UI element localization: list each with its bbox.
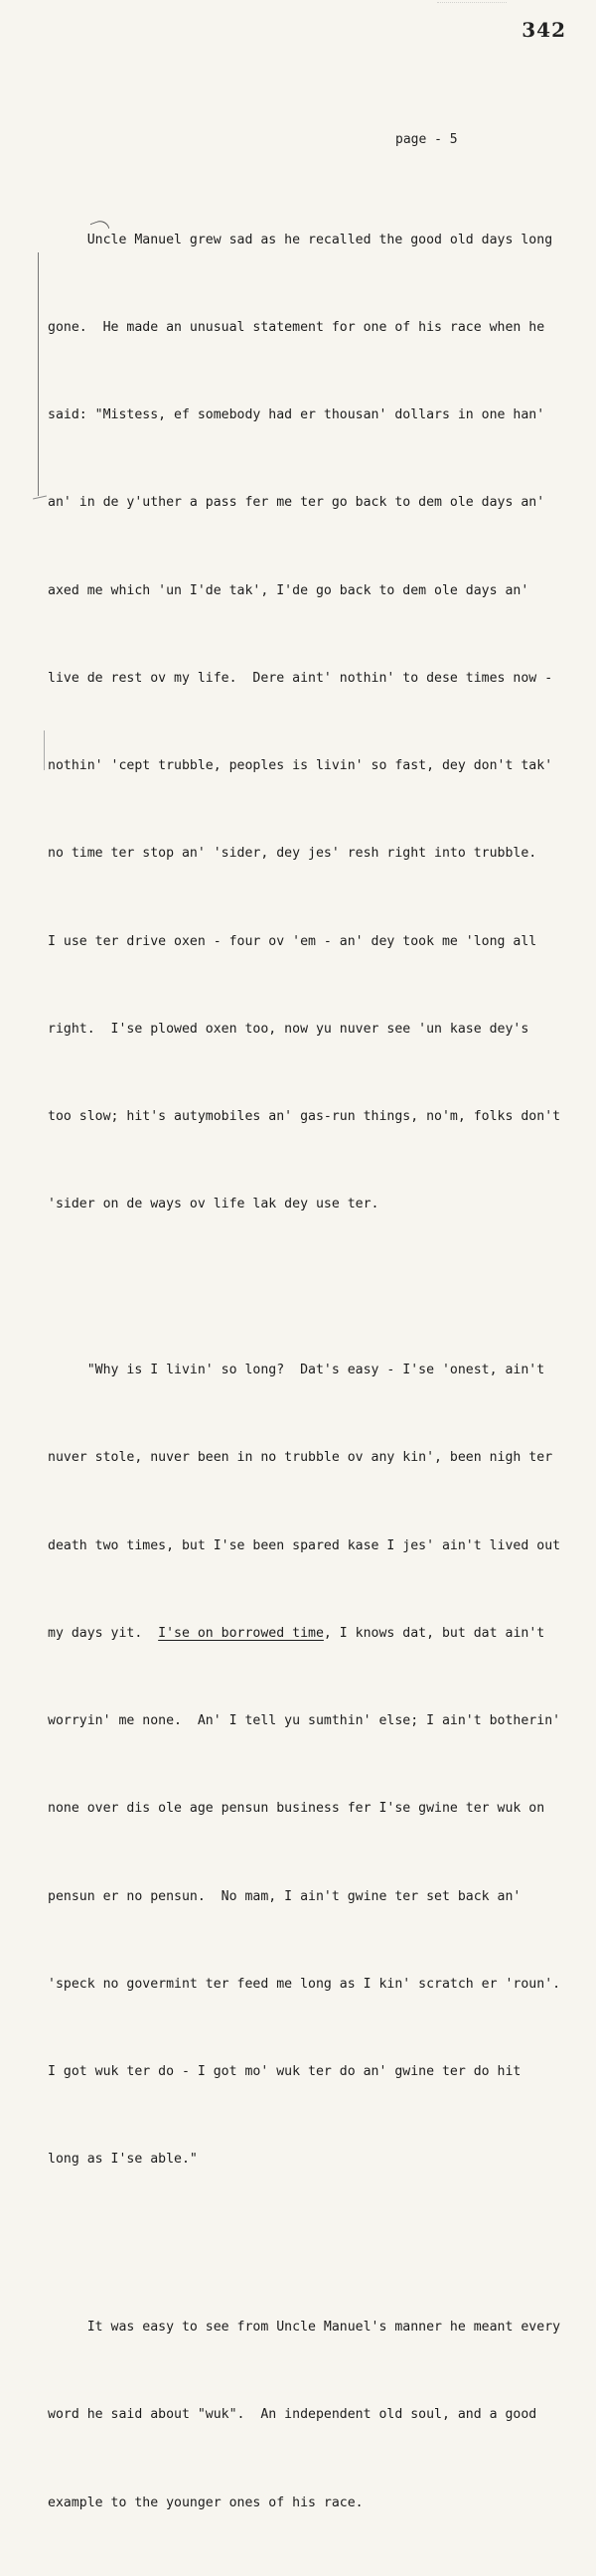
text-line: 'sider on de ways ov life lak dey use ter. [48, 1197, 379, 1212]
text-line: 'speck no govermint ter feed me long as I kin' scratch er 'roun'. [48, 1976, 561, 1992]
text-line: nuver stole, nuver been in no trubble ov any kin', been nigh ter [48, 1450, 553, 1466]
text-line: an' in de y'uther a pass fer me ter go back to dem ole days an' [48, 495, 545, 511]
text-line: gone. He made an unusual statement for one of his race when he [48, 320, 545, 336]
text-line: It was easy to see from Uncle Manuel's manner he meant every [48, 2320, 561, 2335]
text-line: said: "Mistess, ef somebody had er thousan' dollars in one han' [48, 407, 545, 423]
text-line: axed me which 'un I'de tak', I'de go back to dem ole days an' [48, 582, 529, 598]
underlined-phrase: I'se on borrowed time [158, 1625, 324, 1641]
text-line: I got wuk ter do - I got mo' wuk ter do an' gwine ter do hit [48, 2064, 522, 2079]
line-start: my days yit. [48, 1625, 159, 1641]
text-line: long as I'se able." [48, 2152, 198, 2168]
page-stamp-number: 342 [522, 18, 566, 42]
text-line: live de rest ov my life. Dere aint' nothin' to dese times now - [48, 670, 553, 686]
faint-smudge [437, 2, 507, 13]
text-line: no time ter stop an' 'sider, dey jes' resh right into trubble. [48, 846, 537, 862]
text-line: none over dis ole age pensun business fer I'se gwine ter wuk on [48, 1801, 545, 1817]
paragraph-2 [48, 1297, 564, 2232]
text-line-underlined [48, 1619, 564, 1648]
text-line: example to the younger ones of his race. [48, 2495, 364, 2510]
text-line: worryin' me none. An' I tell yu sumthin' else; I ain't botherin' [48, 1713, 561, 1729]
text-line: "Why is I livin' so long? Dat's easy - I'se 'onest, ain't [48, 1363, 545, 1378]
text-line: Uncle Manuel grew sad as he recalled the good old days long [48, 232, 553, 247]
text-line: death two times, but I'se been spared kase I jes' ain't lived out [48, 1537, 561, 1553]
paragraph-3 [48, 2254, 564, 2575]
text-line: I use ter drive oxen - four ov 'em - an' dey took me 'long all [48, 933, 537, 949]
text-line: right. I'se plowed oxen too, now yu nuver see 'un kase dey's [48, 1021, 529, 1037]
margin-bracket [38, 252, 39, 496]
text-line: pensun er no pensun. No mam, I ain't gwine ter set back an' [48, 1888, 522, 1904]
margin-line [44, 730, 45, 770]
document-body [48, 167, 564, 2576]
page-label: page - 5 [395, 132, 458, 147]
margin-tick [33, 496, 47, 500]
text-line: too slow; hit's autymobiles an' gas-run things, no'm, folks don't [48, 1109, 561, 1124]
text-line: word he said about "wuk". An independent old soul, and a good [48, 2407, 537, 2423]
line-end: , I knows dat, but dat ain't [323, 1625, 545, 1641]
text-line: nothin' 'cept trubble, peoples is livin' so fast, dey don't tak' [48, 758, 553, 774]
paragraph-1 [48, 167, 564, 1277]
